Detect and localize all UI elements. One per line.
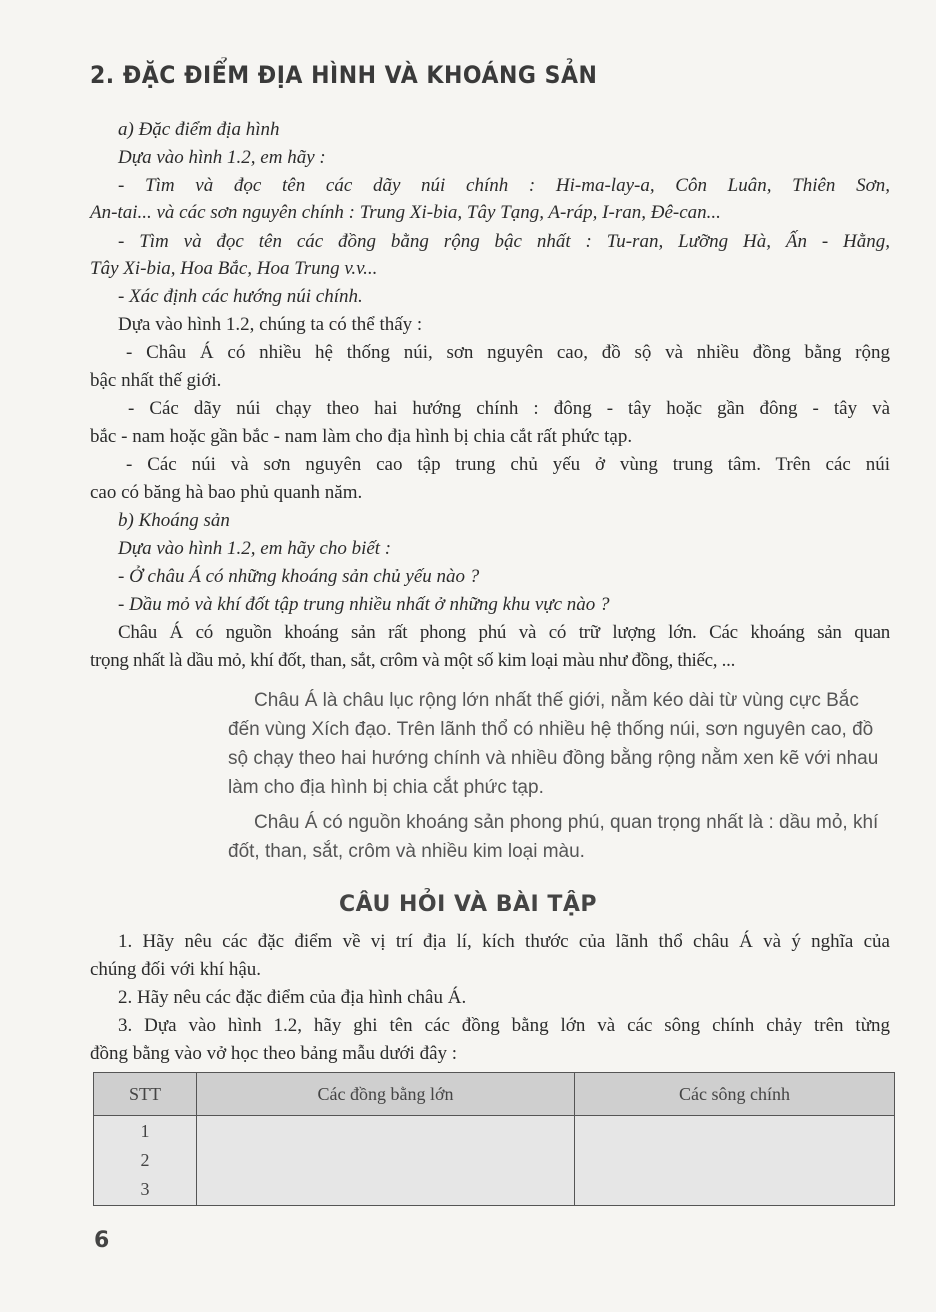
rivers-cell	[575, 1116, 895, 1206]
task1-line2: An-tai... và các sơn nguyên chính : Trung Xi-bia, Tây Tạng, A-ráp, I-ran, Đê-can...	[90, 202, 721, 223]
table-row	[94, 1116, 895, 1206]
row-number: 2	[140, 1150, 150, 1170]
task2-line1: - Tìm và đọc tên các đồng bằng rộng bậc nhất : Tu-ran, Lưỡng Hà, Ấn - Hằng,	[118, 231, 890, 252]
prompt-a: Dựa vào hình 1.2, em hãy :	[118, 147, 326, 168]
table-header-row	[94, 1073, 895, 1116]
minerals-line1: Châu Á có nguồn khoáng sản rất phong phú và có trữ lượng lớn. Các khoáng sản quan	[118, 622, 890, 643]
summary-box	[228, 686, 893, 872]
summary-paragraph-1: Châu Á là châu lục rộng lớn nhất thế giới, nằm kéo dài từ vùng cực Bắc đến vùng Xích đạo. Trên lãnh thổ có nhiều hệ thống núi, sơn nguyên cao, đồ sộ chạy theo hai hướng chính và nhiều đồng bằng rộng nằm xen kẽ với nhau làm cho địa hình bị chia cắt phức tạp.	[228, 690, 879, 798]
questions-heading: CÂU HỎI VÀ BÀI TẬP	[339, 892, 597, 917]
summary-paragraph-2: Châu Á có nguồn khoáng sản phong phú, quan trọng nhất là : dầu mỏ, khí đốt, than, sắt, crôm và nhiều kim loại màu.	[228, 812, 879, 862]
point1-line1: - Châu Á có nhiều hệ thống núi, sơn nguyên cao, đồ sộ và nhiều đồng bằng rộng	[126, 342, 890, 363]
prompt-b: Dựa vào hình 1.2, em hãy cho biết :	[118, 538, 392, 559]
subsection-a-title: a) Đặc điểm địa hình	[118, 119, 280, 140]
column-header-stt: STT	[94, 1073, 197, 1116]
question2: 2. Hãy nêu các đặc điểm của địa hình châu Á.	[118, 987, 467, 1008]
plains-rivers-table	[93, 1072, 895, 1206]
row-number: 1	[140, 1121, 150, 1141]
lead-sentence: Dựa vào hình 1.2, chúng ta có thể thấy :	[118, 314, 423, 335]
point3-line1: - Các núi và sơn nguyên cao tập trung chủ yếu ở vùng trung tâm. Trên các núi	[126, 454, 890, 475]
page-number: 6	[94, 1228, 110, 1253]
point1-line2: bậc nhất thế giới.	[90, 370, 222, 391]
question3-line1: 3. Dựa vào hình 1.2, hãy ghi tên các đồng bằng lớn và các sông chính chảy trên từng	[118, 1015, 890, 1036]
minerals-line2: trọng nhất là dầu mỏ, khí đốt, than, sắt, crôm và một số kim loại màu như đồng, thiếc, ...	[90, 650, 736, 671]
task3: - Xác định các hướng núi chính.	[118, 286, 363, 307]
question1-line1: 1. Hãy nêu các đặc điểm về vị trí địa lí, kích thước của lãnh thổ châu Á và ý nghĩa của	[118, 931, 890, 952]
question-b2: - Dầu mỏ và khí đốt tập trung nhiều nhất ở những khu vực nào ?	[118, 594, 610, 615]
question1-line2: chúng đối với khí hậu.	[90, 959, 261, 980]
question3-line2: đồng bằng vào vở học theo bảng mẫu dưới đây :	[90, 1043, 458, 1064]
point2-line2: bắc - nam hoặc gần bắc - nam làm cho địa hình bị chia cắt rất phức tạp.	[90, 426, 633, 447]
task2-line2: Tây Xi-bia, Hoa Bắc, Hoa Trung v.v...	[90, 258, 378, 279]
column-header-rivers: Các sông chính	[575, 1073, 895, 1116]
section-heading: 2. ĐẶC ĐIỂM ĐỊA HÌNH VÀ KHOÁNG SẢN	[90, 62, 598, 90]
point3-line2: cao có băng hà bao phủ quanh năm.	[90, 482, 363, 503]
task1-line1: - Tìm và đọc tên các dãy núi chính : Hi-ma-lay-a, Côn Luân, Thiên Sơn,	[118, 175, 890, 196]
row-numbers-cell	[94, 1116, 197, 1206]
column-header-plains: Các đồng bằng lớn	[197, 1073, 575, 1116]
row-number: 3	[140, 1179, 150, 1199]
question-b1: - Ở châu Á có những khoáng sản chủ yếu nào ?	[118, 566, 480, 587]
point2-line1: - Các dãy núi chạy theo hai hướng chính : đông - tây hoặc gần đông - tây và	[128, 398, 890, 419]
plains-cell	[197, 1116, 575, 1206]
subsection-b-title: b) Khoáng sản	[118, 510, 230, 531]
